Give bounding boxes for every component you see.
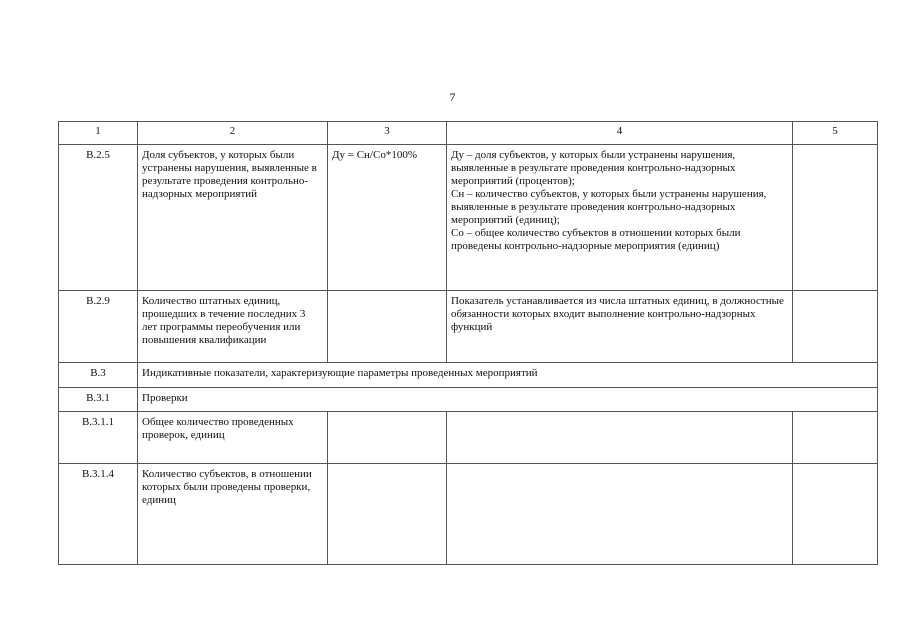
- header-cell-1: 1: [59, 122, 138, 145]
- section-title: Индикативные показатели, характеризующие параметры проведенных мероприятий: [138, 363, 878, 388]
- row-code: В.2.5: [59, 145, 138, 291]
- header-cell-4: 4: [447, 122, 793, 145]
- indicators-table: [58, 121, 878, 565]
- subsection-row: [59, 388, 878, 412]
- comment-paragraph: Сн – количество субъектов, у которых были устранены нарушения, выявленные в результате проведения контрольно-надзорных мероприятий (единиц);: [451, 188, 767, 226]
- row-comment: [447, 464, 793, 565]
- row-formula: [328, 412, 447, 464]
- row-code: В.3.1.1: [59, 412, 138, 464]
- header-cell-5: 5: [793, 122, 878, 145]
- comment-paragraph: Со – общее количество субъектов в отношении которых были проведены контрольно-надзорные мероприятия (единиц): [451, 227, 741, 252]
- section-code: В.3.1: [59, 388, 138, 412]
- row-name: Доля субъектов, у которых были устранены нарушения, выявленные в результате проведения контрольно-надзорных мероприятий: [138, 145, 328, 291]
- table-header-row: [59, 122, 878, 145]
- row-col5: [793, 412, 878, 464]
- header-cell-2: 2: [138, 122, 328, 145]
- row-comment: [447, 145, 793, 291]
- row-code: В.3.1.4: [59, 464, 138, 565]
- row-code: В.2.9: [59, 291, 138, 363]
- header-cell-3: 3: [328, 122, 447, 145]
- section-title: Проверки: [138, 388, 878, 412]
- row-name: Количество штатных единиц, прошедших в течение последних 3 лет программы переобучения или повышения квалификации: [138, 291, 328, 363]
- table-row: [59, 464, 878, 565]
- row-col5: [793, 464, 878, 565]
- table-row: [59, 412, 878, 464]
- table-row: [59, 145, 878, 291]
- row-comment: [447, 291, 793, 363]
- row-formula: Ду = Сн/Со*100%: [328, 145, 447, 291]
- table-row: [59, 291, 878, 363]
- comment-paragraph: Показатель устанавливается из числа штатных единиц, в должностные обязанности которых входит выполнение контрольно-надзорных функций: [451, 295, 784, 333]
- row-formula: [328, 291, 447, 363]
- row-col5: [793, 291, 878, 363]
- row-col5: [793, 145, 878, 291]
- page-number: 7: [449, 90, 456, 104]
- comment-paragraph: Ду – доля субъектов, у которых были устранены нарушения, выявленные в результате проведения контрольно-надзорных мероприятий (процентов);: [451, 149, 736, 187]
- section-row: [59, 363, 878, 388]
- row-comment: [447, 412, 793, 464]
- section-code: В.3: [59, 363, 138, 388]
- row-formula: [328, 464, 447, 565]
- row-name: Количество субъектов, в отношении которых были проведены проверки, единиц: [138, 464, 328, 565]
- row-name: Общее количество проведенных проверок, единиц: [138, 412, 328, 464]
